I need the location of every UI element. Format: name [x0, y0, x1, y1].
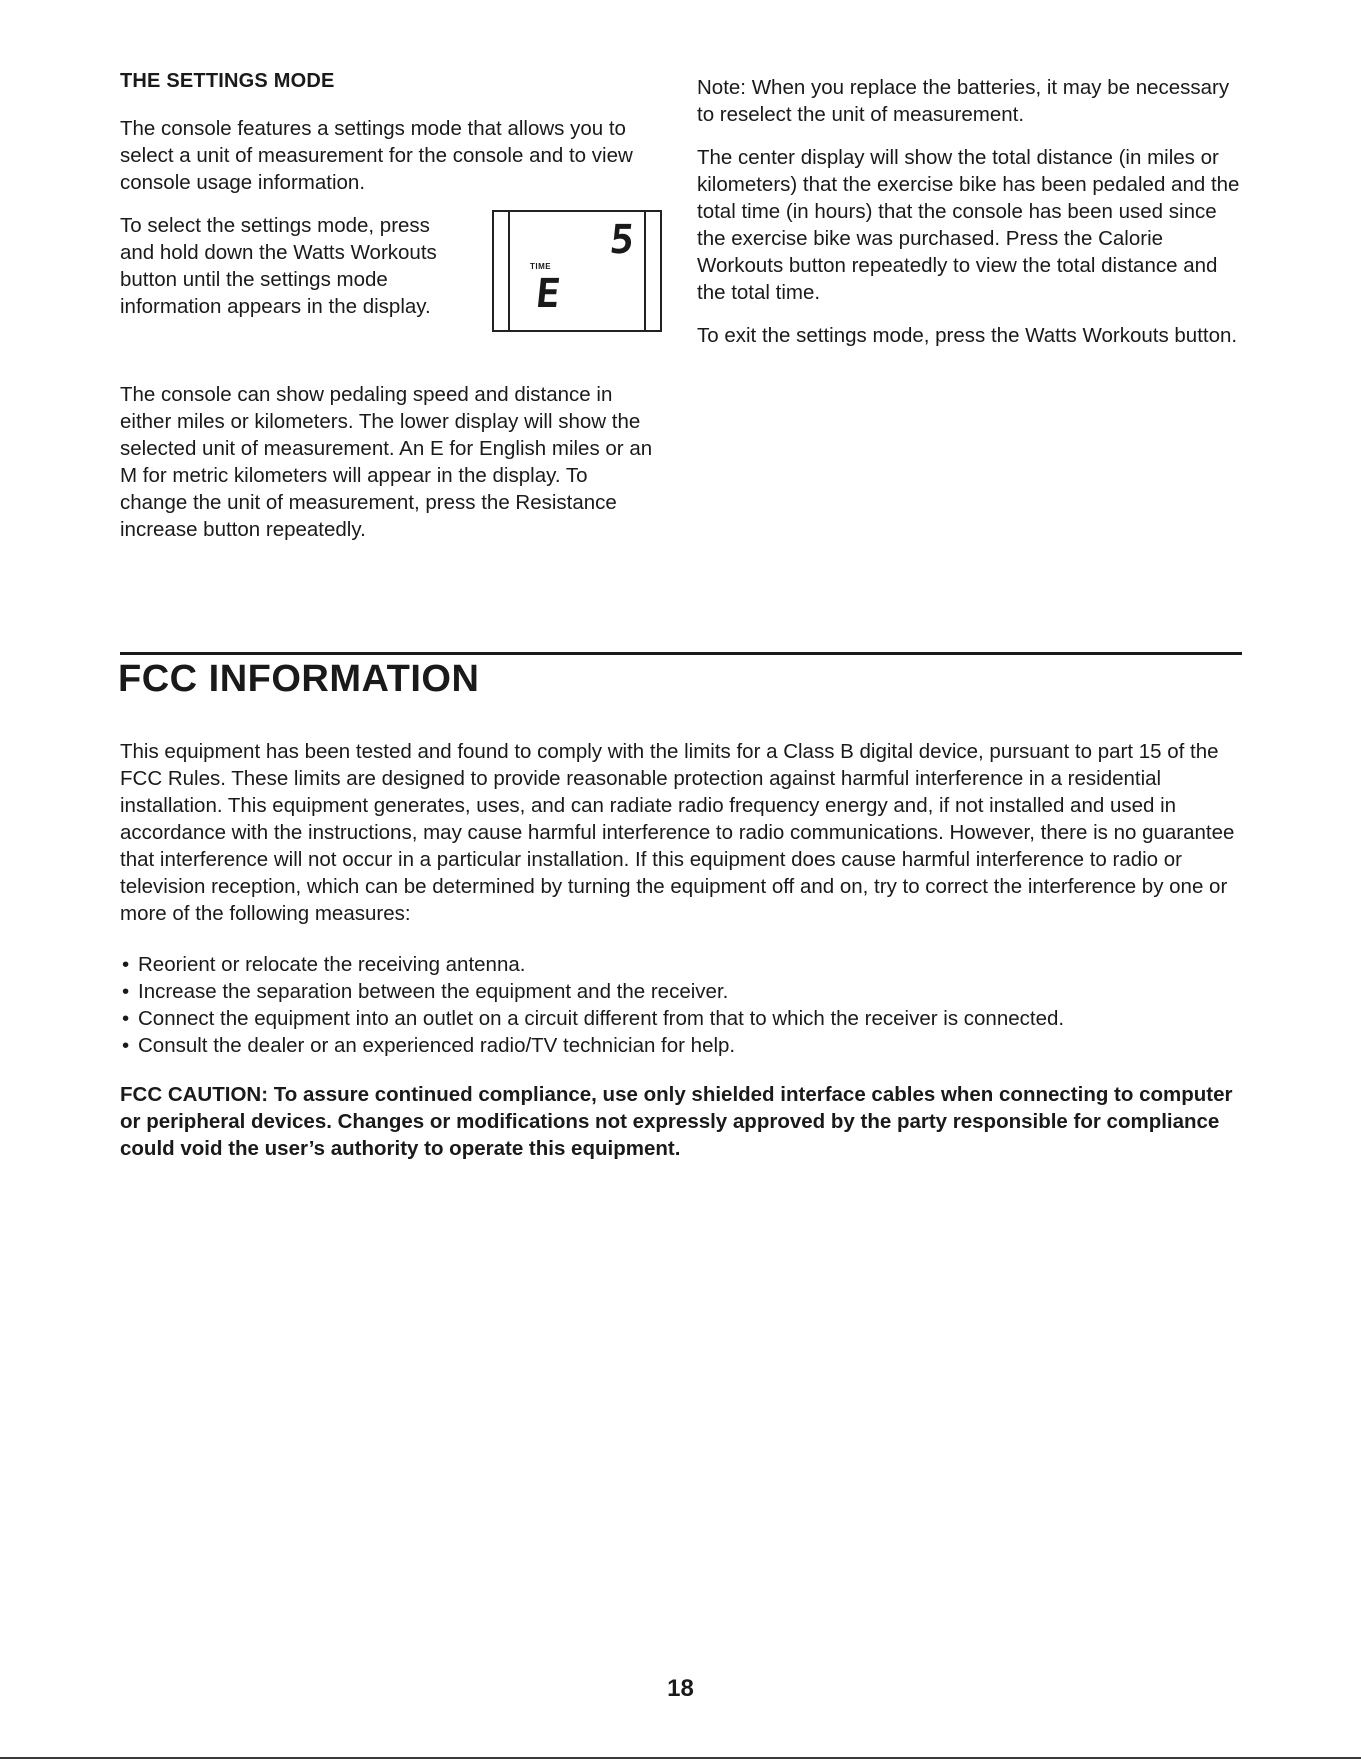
settings-right-column: [697, 74, 1242, 365]
bullet-icon: •: [122, 953, 130, 976]
battery-note: Note: When you replace the batteries, it may be necessary to reselect the unit of measurement.: [697, 76, 1230, 126]
settings-column: [120, 70, 660, 559]
list-item: • Connect the equipment into an outlet on a circuit different from that to which the receiver is connected.: [122, 1007, 1065, 1030]
list-item: • Reorient or relocate the receiving antenna.: [122, 953, 526, 976]
section-divider: [120, 652, 1242, 655]
list-item: • Consult the dealer or an experienced radio/TV technician for help.: [122, 1034, 736, 1057]
console-display-illustration: [492, 210, 662, 332]
settings-select-block: [120, 212, 660, 367]
fcc-paragraph: This equipment has been tested and found to comply with the limits for a Class B digital device, pursuant to part 15 of the FCC Rules. These limits are designed to provide reasonable protection against harmful interference in a residential installation. This equipment generates, uses, and can radiate radio frequency energy and, if not installed and used in accordance with the instructions, may cause harmful interference to radio communications. However, there is no guarantee that interference will not occur in a particular installation. If this equipment does cause harmful interference to radio or television reception, which can be determined by turning the equipment off and on, try to correct the interference by one or more of the following measures:: [120, 740, 1235, 925]
display-top-digit: 5: [607, 217, 637, 263]
list-item: • Increase the separation between the equipment and the receiver.: [122, 980, 729, 1003]
fcc-caution: FCC CAUTION: To assure continued compliance, use only shielded interface cables when connecting to computer or peripheral devices. Changes or modifications not expressly approved by the party responsible for compliance could void the user’s authority to operate this equipment.: [120, 1083, 1233, 1160]
center-display-text: The center display will show the total distance (in miles or kilometers) that the exercise bike has been pedaled and the total time (in hours) that the console has been used since the exercise bike was purchased. Press the Calorie Workouts button repeatedly to view the total distance and the total time.: [697, 146, 1240, 304]
settings-mode-heading: THE SETTINGS MODE: [120, 70, 335, 92]
fcc-measures-list: [120, 951, 1245, 1059]
page-number: 18: [667, 1675, 694, 1702]
settings-select-instructions: To select the settings mode, press and hold down the Watts Workouts button until the settings mode information appears in the display.: [120, 214, 437, 318]
bullet-icon: •: [122, 1034, 130, 1057]
settings-intro: The console features a settings mode that allows you to select a unit of measurement for the console and to view console usage information.: [120, 117, 633, 194]
fcc-body: [120, 738, 1245, 1162]
fcc-title: FCC INFORMATION: [118, 658, 480, 700]
display-time-label: TIME: [530, 262, 552, 271]
bullet-icon: •: [122, 980, 130, 1003]
settings-units-text: The console can show pedaling speed and distance in either miles or kilometers. The lower display will show the selected unit of measurement. An E for English miles or an M for metric kilometers will appear in the display. To change the unit of measurement, press the Resistance increase button repeatedly.: [120, 383, 653, 541]
page-bottom-edge: [0, 1757, 1361, 1759]
display-frame-left: [508, 210, 510, 332]
display-frame-right: [644, 210, 646, 332]
bullet-icon: •: [122, 1007, 130, 1030]
display-unit-letter: E: [533, 271, 563, 317]
exit-settings-text: To exit the settings mode, press the Watts Workouts button.: [697, 324, 1238, 347]
